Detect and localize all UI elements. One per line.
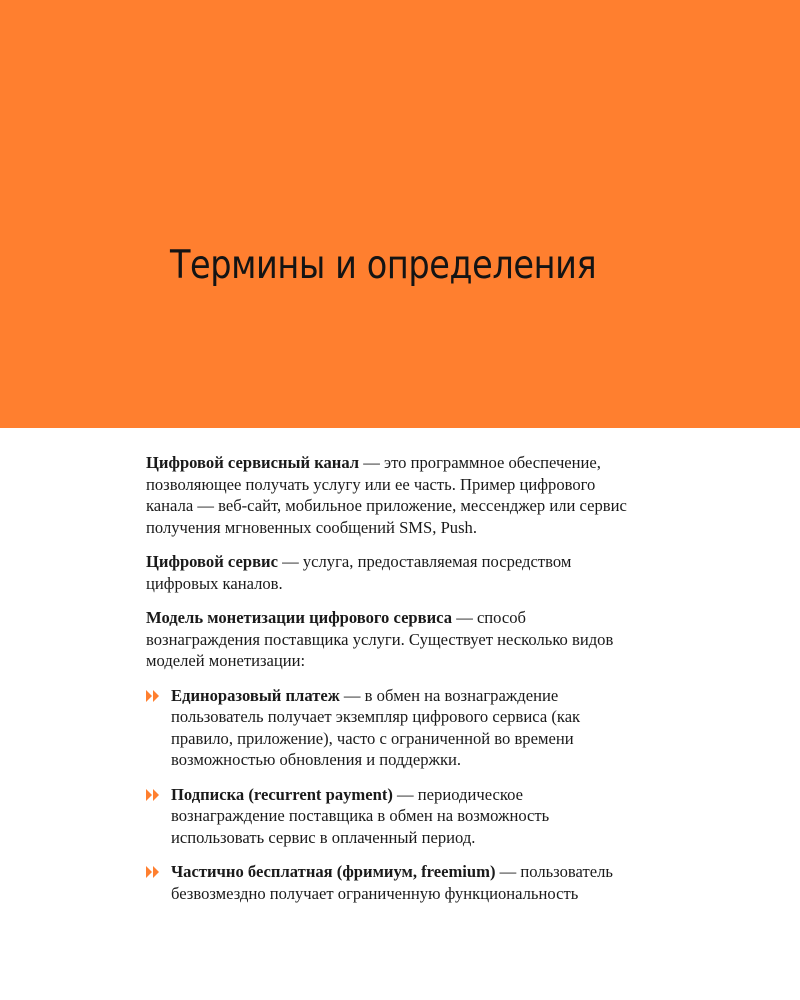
- list-item: [146, 784, 632, 849]
- definition-paragraph: [146, 607, 632, 672]
- definition-paragraph: [146, 551, 632, 594]
- definition-term: Цифровой сервисный канал: [146, 453, 360, 472]
- list-item: [146, 685, 632, 771]
- chapter-title: Термины и определения: [170, 243, 597, 288]
- list-item-term: Единоразовый платеж: [171, 685, 340, 705]
- definition-term: Цифровой сервис: [146, 552, 278, 571]
- definition-text: — способ вознаграждения поставщика услуги. Существует несколько видов моделей монетизации:: [146, 608, 614, 670]
- definition-paragraph: [146, 452, 632, 538]
- list-item-term: Частично бесплатная (фримиум, freemium): [171, 862, 496, 881]
- list-item-text: — периодическое вознаграждение поставщика в обмен на возможность использовать сервис в оплаченный период.: [171, 784, 550, 847]
- double-chevron-right-icon: [146, 690, 160, 702]
- list-item-text: — в обмен на вознаграждение пользователь получает экземпляр цифрового сервиса (как правило, приложение), часто с ограниченной во времени возможностью обновления и поддержки.: [171, 685, 581, 769]
- double-chevron-right-icon: [146, 866, 160, 878]
- definition-text: — услуга, предоставляемая посредством цифровых каналов.: [146, 552, 572, 593]
- double-chevron-right-icon: [146, 789, 160, 801]
- definition-term: Модель монетизации цифрового сервиса: [146, 608, 453, 627]
- definition-text: — это программное обеспечение, позволяющее получать услугу или ее часть. Пример цифрового канала — веб-сайт, мобильное приложение, мессенджер или сервис получения мгновенных сообщений SMS, Push.: [146, 453, 627, 537]
- monetization-model-list: [146, 685, 632, 905]
- list-item-term: Подписка (recurrent payment): [171, 784, 393, 804]
- chapter-banner: [0, 0, 800, 428]
- chapter-body: [146, 452, 632, 917]
- list-item-text: — пользователь безвозмездно получает ограниченную функциональность: [171, 862, 613, 903]
- list-item: [146, 861, 632, 904]
